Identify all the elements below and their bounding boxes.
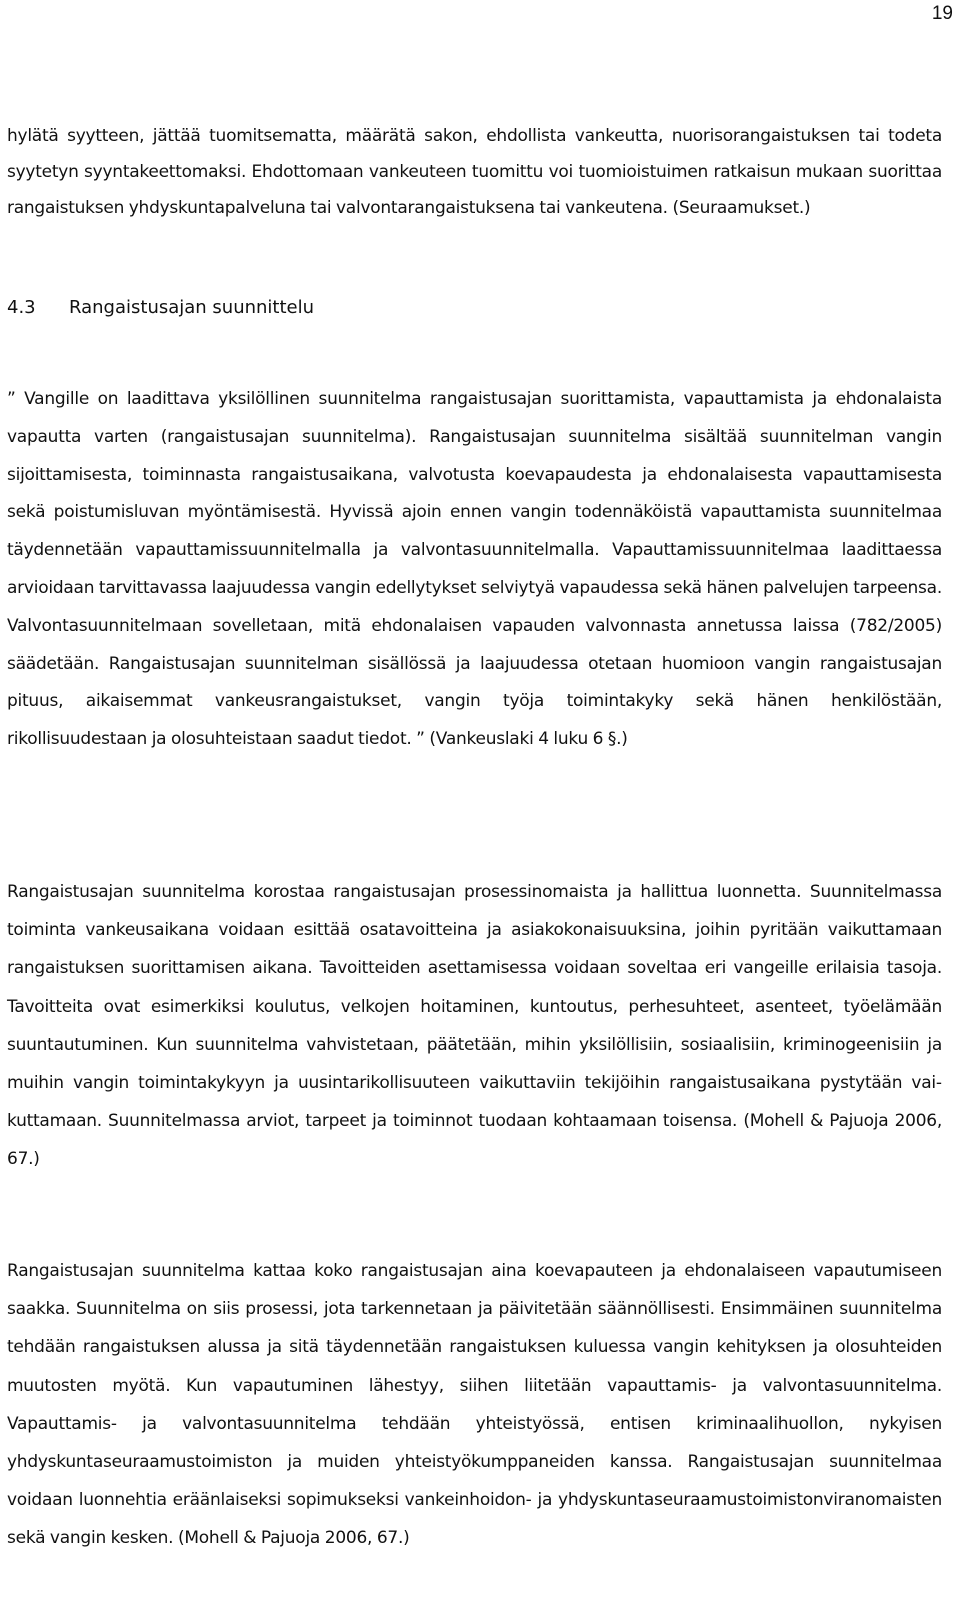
section-heading: [7, 293, 314, 323]
plan-scope-paragraph: Rangaistusajan suunnitelma kattaa koko rangaistusajan aina koevapauteen ja ehdonalaiseen vapautumiseen saakka. Suunnitelma on siis prosessi, jota tarkennetaan ja päivitetään säännöllisesti. Ensimmäinen suunnitelma tehdään rangaistuksen alussa ja sitä täydennetään rangaistuksen kuluessa vangin kehityksen ja olosuhteiden muutosten myötä. Kun vapautuminen lähestyy, siihen liitetään vapauttamis- ja valvontasuunnitelma. Vapauttamis- ja valvontasuunnitelma tehdään yhteistyössä, entisen kriminaalihuollon, nykyisen yhdyskuntaseuraamustoimiston ja muiden yhteistyökumppaneiden kanssa. Rangaistusajan suunnitelmaa voidaan luonnehtia eräänlaiseksi sopimukseksi vankeinhoidon- ja yhdyskuntaseuraamustoimistonviranomaisten sekä vangin kesken. (Mohell & Pajuoja 2006, 67.): [7, 1261, 942, 1549]
section-heading-number: 4.3: [7, 297, 36, 318]
law-quote-paragraph: ” Vangille on laadittava yksilöllinen suunnitelma rangaistusajan suorittamista, vapauttamista ja ehdonalaista vapautta varten (rangaistusajan suunnitelma). Rangaistusajan suunnitelma sisältää suunnitelman vangin sijoittamisesta, toiminnasta rangaistusaikana, valvotusta koevapaudesta ja ehdonalaisesta vapauttamisesta sekä poistumisluvan myöntämisestä. Hyvissä ajoin ennen vangin todennäköistä vapauttamista suunnitelmaa täydennetään vapauttamissuunnitelmalla ja valvontasuunnitelmalla. Vapauttamissuunnitelmaa laadittaessa arvioidaan tarvittavassa laajuudessa vangin edellytykset selviytyä vapaudessa sekä hänen palvelujen tarpeensa. Valvontasuunnitelmaan sovelletaan, mitä ehdonalaisen vapauden valvonnasta annetussa laissa (782/2005) säädetään. Rangaistusajan suunnitelman sisällössä ja laajuudessa otetaan huomioon vangin rangaistusajan pituus, aikaisemmat vankeusrangaistukset, vangin työja toimintakyky sekä hänen henkilöstään, rikollisuudestaan ja olosuhteistaan saadut tiedot. ” (Vankeuslaki 4 luku 6 §.): [7, 389, 942, 750]
plan-character-paragraph: Rangaistusajan suunnitelma korostaa rangaistusajan prosessinomaista ja hallittua luonnetta. Suunnitelmassa toiminta vankeusaikana voidaan esittää osatavoitteina ja asiakokonaisuuksina, joihin pyritään vaikuttamaan rangaistuksen suorittamisen aikana. Tavoitteiden asettamisessa voidaan soveltaa eri vangeille erilaisia tasoja. Tavoitteita ovat esimerkiksi koulutus, velkojen hoitaminen, kuntoutus, perhesuhteet, asenteet, työelämään suuntautuminen. Kun suunnitelma vahvistetaan, päätetään, mihin yksilöllisiin, sosiaalisiin, kriminogeenisiin ja muihin vangin toimintakykyyn ja uusintarikollisuuteen vaikuttaviin tekijöihin rangaistusaikana pystytään vaikuttamaan. Suunnitelmassa arviot, tarpeet ja toiminnot tuodaan kohtaamaan toisensa. (Mohell & Pajuoja 2006, 67.): [7, 882, 942, 1170]
section-heading-title: Rangaistusajan suunnittelu: [69, 297, 315, 318]
page-number: 19: [931, 3, 953, 24]
intro-paragraph: hylätä syytteen, jättää tuomitsematta, määrätä sakon, ehdollista vankeutta, nuorisorangaistuksen tai todeta syytetyn syyntakeettomaksi. Ehdottomaan vankeuteen tuomittu voi tuomioistuimen ratkaisun mukaan suorittaa rangaistuksen yhdyskuntapalveluna tai valvontarangaistuksena tai vankeutena. (Seuraamukset.): [7, 126, 942, 218]
